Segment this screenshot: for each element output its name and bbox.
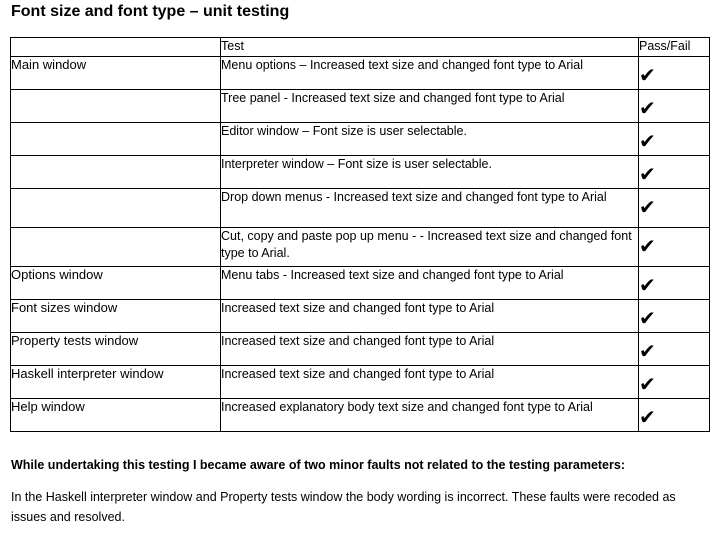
row-result: [639, 90, 710, 123]
row-test-description: Increased explanatory body text size and changed font type to Arial: [221, 399, 639, 432]
row-area: Font sizes window: [11, 300, 221, 333]
row-test-description: Menu tabs - Increased text size and changed font type to Arial: [221, 267, 639, 300]
table-row: [11, 123, 710, 156]
header-test: Test: [221, 38, 639, 57]
check-mark-icon: ✔: [639, 339, 656, 363]
row-area: [11, 189, 221, 228]
row-area: Haskell interpreter window: [11, 366, 221, 399]
row-test-description: Cut, copy and paste pop up menu - - Increased text size and changed font type to Arial.: [221, 228, 639, 267]
table-row: [11, 267, 710, 300]
table-row: [11, 300, 710, 333]
row-test-description: Increased text size and changed font type to Arial: [221, 333, 639, 366]
header-pass-fail: Pass/Fail: [639, 38, 710, 57]
table-header-row: [11, 38, 710, 57]
check-mark-icon: ✔: [639, 405, 656, 429]
row-result: [639, 57, 710, 90]
row-test-description: Interpreter window – Font size is user selectable.: [221, 156, 639, 189]
row-area: [11, 228, 221, 267]
row-result: [639, 123, 710, 156]
check-mark-icon: ✔: [639, 63, 656, 87]
row-result: [639, 366, 710, 399]
row-area: Property tests window: [11, 333, 221, 366]
notes-body: In the Haskell interpreter window and Property tests window the body wording is incorrect. These faults were recoded as issues and resolved.: [11, 490, 676, 524]
row-result: [639, 228, 710, 267]
row-result: [639, 300, 710, 333]
notes-heading: While undertaking this testing I became aware of two minor faults not related to the testing parameters:: [11, 458, 625, 472]
table-row: [11, 90, 710, 123]
table-row: [11, 399, 710, 432]
check-mark-icon: ✔: [639, 372, 656, 396]
row-area: Main window: [11, 57, 221, 90]
table-row: [11, 156, 710, 189]
check-mark-icon: ✔: [639, 306, 656, 330]
row-result: [639, 333, 710, 366]
row-result: [639, 189, 710, 228]
row-test-description: Editor window – Font size is user selectable.: [221, 123, 639, 156]
row-area: Help window: [11, 399, 221, 432]
row-test-description: Menu options – Increased text size and changed font type to Arial: [221, 57, 639, 90]
check-mark-icon: ✔: [639, 162, 656, 186]
row-area: [11, 123, 221, 156]
unit-test-table: [10, 37, 710, 432]
table-row: [11, 333, 710, 366]
table-row: [11, 189, 710, 228]
check-mark-icon: ✔: [639, 195, 656, 219]
row-test-description: Increased text size and changed font type to Arial: [221, 366, 639, 399]
row-result: [639, 267, 710, 300]
table-body: [11, 57, 710, 432]
row-area: [11, 156, 221, 189]
table-row: [11, 228, 710, 267]
check-mark-icon: ✔: [639, 273, 656, 297]
header-area: [11, 38, 221, 57]
row-result: [639, 399, 710, 432]
row-area: [11, 90, 221, 123]
row-result: [639, 156, 710, 189]
check-mark-icon: ✔: [639, 234, 656, 258]
row-test-description: Increased text size and changed font type to Arial: [221, 300, 639, 333]
table-row: [11, 57, 710, 90]
check-mark-icon: ✔: [639, 129, 656, 153]
check-mark-icon: ✔: [639, 96, 656, 120]
table-row: [11, 366, 710, 399]
row-test-description: Drop down menus - Increased text size and changed font type to Arial: [221, 189, 639, 228]
row-area: Options window: [11, 267, 221, 300]
row-test-description: Tree panel - Increased text size and changed font type to Arial: [221, 90, 639, 123]
document-title: Font size and font type – unit testing: [11, 3, 290, 20]
